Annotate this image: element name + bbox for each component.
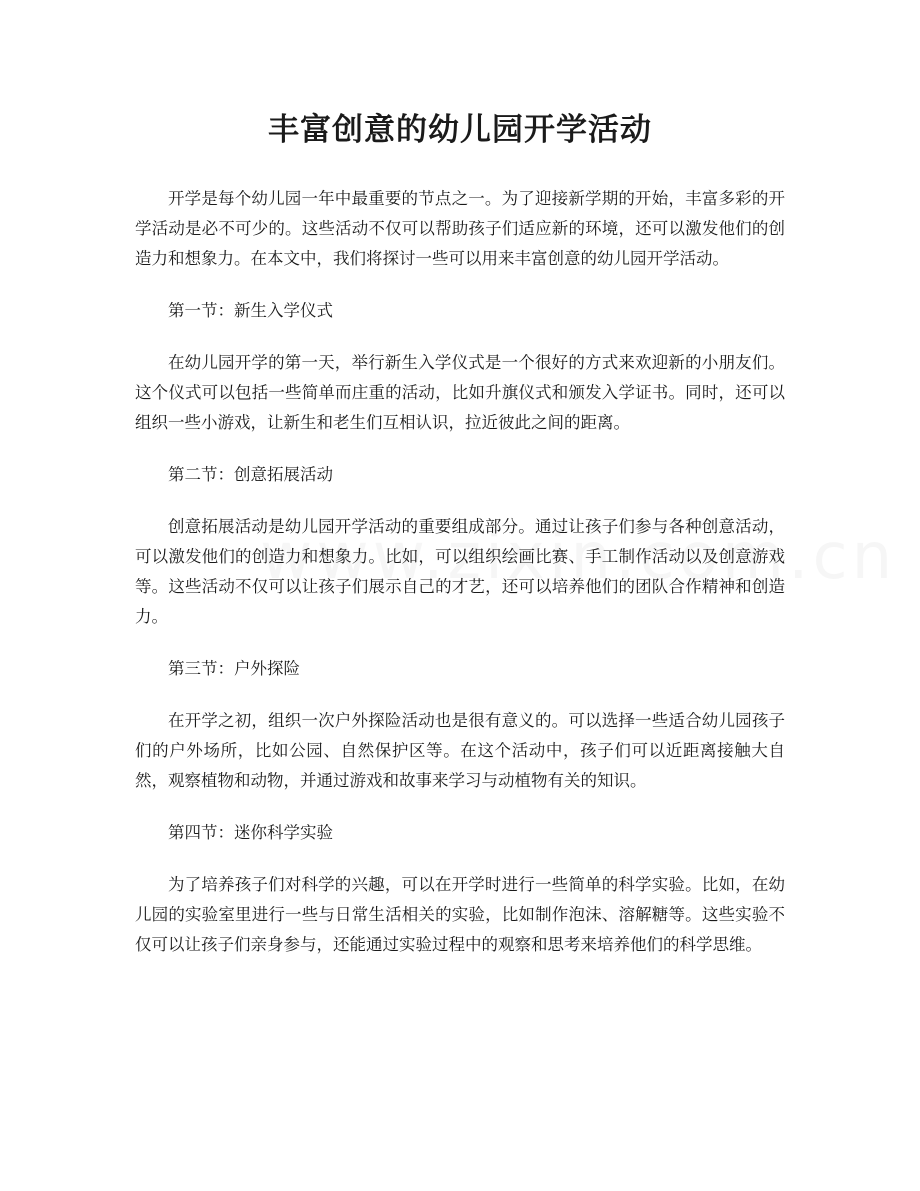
- section-paragraph-3: 在开学之初，组织一次户外探险活动也是很有意义的。可以选择一些适合幼儿园孩子们的户外场所，比如公园、自然保护区等。在这个活动中，孩子们可以近距离接触大自然，观察植物和动物，并通过游戏和故事来学习与动植物有关的知识。: [135, 711, 785, 790]
- section-heading-4: 第四节：迷你科学实验: [168, 823, 333, 842]
- section-paragraph-4: 为了培养孩子们对科学的兴趣，可以在开学时进行一些简单的科学实验。比如，在幼儿园的实验室里进行一些与日常生活相关的实验，比如制作泡沫、溶解糖等。这些实验不仅可以让孩子们亲身参与，还能通过实验过程中的观察和思考来培养他们的科学思维。: [135, 875, 785, 954]
- section-paragraph-2: 创意拓展活动是幼儿园开学活动的重要组成部分。通过让孩子们参与各种创意活动，可以激发他们的创造力和想象力。比如，可以组织绘画比赛、手工制作活动以及创意游戏等。这些活动不仅可以让孩子们展示自己的才艺，还可以培养他们的团队合作精神和创造力。: [135, 517, 785, 626]
- document-body: [135, 184, 785, 982]
- section-heading-2: 第二节：创意拓展活动: [168, 465, 333, 484]
- document-title: 丰富创意的幼儿园开学活动: [268, 112, 652, 148]
- section-heading-3: 第三节：户外探险: [168, 659, 300, 678]
- section-paragraph-1: 在幼儿园开学的第一天，举行新生入学仪式是一个很好的方式来欢迎新的小朋友们。这个仪式可以包括一些简单而庄重的活动，比如升旗仪式和颁发入学证书。同时，还可以组织一些小游戏，让新生和老生们互相认识，拉近彼此之间的距离。: [135, 353, 785, 432]
- section-heading-1: 第一节：新生入学仪式: [168, 301, 333, 320]
- intro-paragraph: 开学是每个幼儿园一年中最重要的节点之一。为了迎接新学期的开始，丰富多彩的开学活动是必不可少的。这些活动不仅可以帮助孩子们适应新的环境，还可以激发他们的创造力和想象力。在本文中，我们将探讨一些可以用来丰富创意的幼儿园开学活动。: [135, 189, 785, 268]
